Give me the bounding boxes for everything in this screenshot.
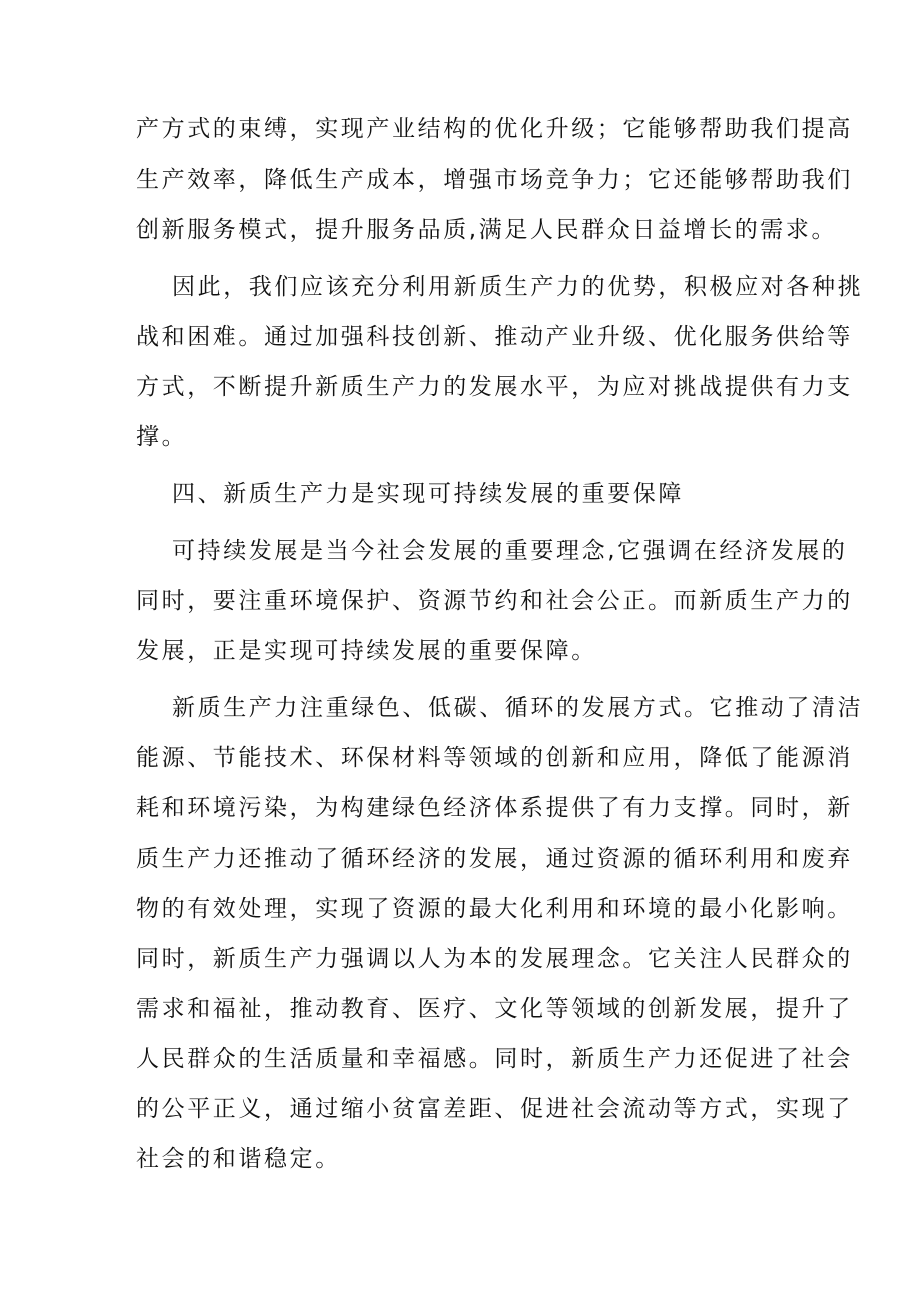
section-heading: 四、新质生产力是实现可持续发展的重要保障 <box>172 481 684 507</box>
text-line: 同时，要注重环境保护、资源节约和社会公正。而新质生产力的 <box>136 588 853 614</box>
text-line: 物的有效处理，实现了资源的最大化利用和环境的最小化影响。 <box>136 896 853 922</box>
text-line: 人民群众的生活质量和幸福感。同时，新质生产力还促进了社会 <box>136 1046 853 1072</box>
text-line: 战和困难。通过加强科技创新、推动产业升级、优化服务供给等 <box>136 324 853 350</box>
paragraph-first-line: 新质生产力注重绿色、低碳、循环的发展方式。它推动了清洁 <box>172 695 864 721</box>
text-line: 生产效率，降低生产成本，增强市场竞争力；它还能够帮助我们 <box>136 167 853 193</box>
text-line: 的公平正义，通过缩小贫富差距、促进社会流动等方式，实现了 <box>136 1096 853 1122</box>
paragraph-first-line: 可持续发展是当今社会发展的重要理念,它强调在经济发展的 <box>172 538 848 564</box>
text-line: 能源、节能技术、环保材料等领域的创新和应用，降低了能源消 <box>136 745 853 771</box>
text-line: 发展，正是实现可持续发展的重要保障。 <box>136 638 597 664</box>
text-line: 产方式的束缚，实现产业结构的优化升级；它能够帮助我们提高 <box>136 116 853 142</box>
text-line: 社会的和谐稳定。 <box>136 1146 341 1172</box>
text-line: 创新服务模式，提升服务品质,满足人民群众日益增长的需求。 <box>136 217 838 243</box>
paragraph-first-line: 因此，我们应该充分利用新质生产力的优势，积极应对各种挑 <box>172 274 864 300</box>
text-line: 耗和环境污染，为构建绿色经济体系提供了有力支撑。同时，新 <box>136 795 853 821</box>
text-line: 方式，不断提升新质生产力的发展水平，为应对挑战提供有力支 <box>136 374 853 400</box>
text-line: 质生产力还推动了循环经济的发展，通过资源的循环利用和废弃 <box>136 846 853 872</box>
text-line: 同时，新质生产力强调以人为本的发展理念。它关注人民群众的 <box>136 946 853 972</box>
text-line: 需求和福祉，推动教育、医疗、文化等领域的创新发展，提升了 <box>136 996 853 1022</box>
text-line: 撑。 <box>136 424 188 450</box>
